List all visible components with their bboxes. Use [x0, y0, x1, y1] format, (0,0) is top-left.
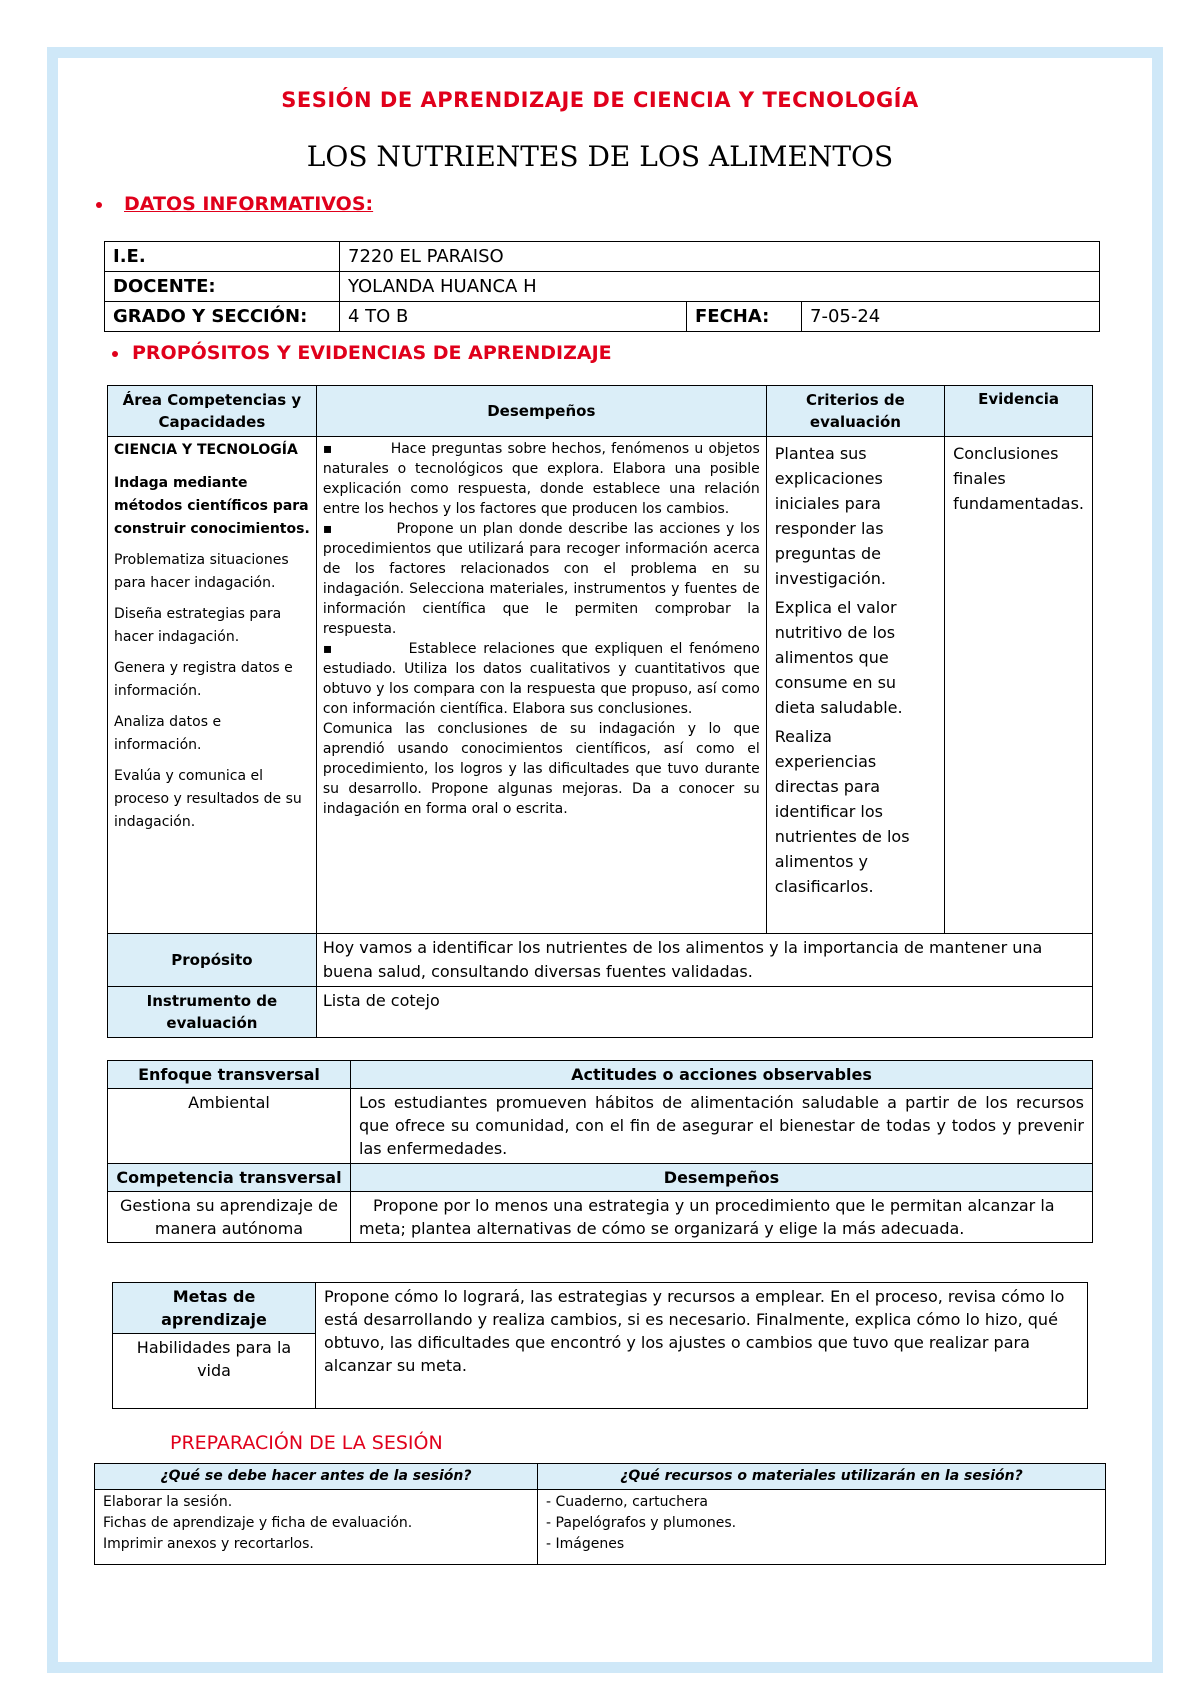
grado-value: 4 TO B	[340, 302, 687, 332]
instrumento-label: Instrumento de evaluación	[108, 987, 317, 1038]
area-cell	[108, 437, 317, 934]
desempeno-item: ▪ Propone un plan donde describe las acciones y los procedimientos que utilizará para recoger información acerca de los factores relacionados con el problema en su indagación. Selecciona materiales, instrumentos y fuentes de información científica que le permiten comprobar la respuesta.	[322, 521, 760, 637]
session-title: SESIÓN DE APRENDIZAJE DE CIENCIA Y TECNOLOGÍA	[281, 88, 919, 112]
desempeno-item: ▪ Hace preguntas sobre hechos, fenómenos u objetos naturales o tecnológicos que explora. Elabora una posible explicación como respuesta, donde establece una relación entre los hechos y los factores que producen los cambios.	[322, 441, 760, 517]
propositos-table	[107, 385, 1093, 1038]
comp-desempeno-value: Propone por lo menos una estrategia y un procedimiento que le permitan alcanzar la meta; plantea alternativas de cómo se organizará y elige la más adecuada.	[351, 1192, 1093, 1243]
enfoque-header: Enfoque transversal	[108, 1061, 351, 1089]
list-item: Elaborar la sesión.	[103, 1494, 233, 1510]
col-evidencia-header: Evidencia	[945, 386, 1093, 437]
col-criterios-header: Criterios de evaluación	[766, 386, 944, 437]
docente-value: YOLANDA HUANCA H	[340, 272, 1100, 302]
competencia: Indaga mediante métodos científicos para construir conocimientos.	[114, 475, 310, 537]
enfoque-value: Ambiental	[108, 1089, 351, 1164]
area-title: CIENCIA Y TECNOLOGÍA	[114, 442, 298, 458]
metas-label: Metas de aprendizaje	[113, 1283, 316, 1334]
section-datos-label: DATOS INFORMATIVOS:	[124, 193, 374, 215]
recursos-cell	[538, 1490, 1106, 1565]
list-item: Imprimir anexos y recortarlos.	[103, 1536, 314, 1552]
desempenos-cell	[316, 437, 766, 934]
ie-value: 7220 EL PARAISO	[340, 242, 1100, 272]
page-title: LOS NUTRIENTES DE LOS ALIMENTOS	[306, 140, 894, 173]
section-propositos-label: PROPÓSITOS Y EVIDENCIAS DE APRENDIZAJE	[132, 342, 612, 364]
actitudes-value: Los estudiantes promueven hábitos de alimentación saludable a partir de los recursos que ofrece su comunidad, con el fin de asegurar el bienestar de todas y todos y prevenir las enfermedades.	[351, 1089, 1093, 1164]
fecha-label: FECHA:	[687, 302, 802, 332]
evidencia-cell: Conclusiones finales fundamentadas.	[945, 437, 1093, 934]
desempeno-final: Comunica las conclusiones de su indagación y lo que aprendió usando conocimientos científicos, así como el procedimiento, los logros y las dificultades que tuvo durante su desarrollo. Propone algunas mejoras. Da a conocer su indagación en forma oral o escrita.	[322, 721, 760, 817]
capacidad-item: Evalúa y comunica el proceso y resultados de su indagación.	[114, 768, 302, 830]
metas-text: Propone cómo lo logrará, las estrategias y recursos a emplear. En el proceso, revisa cómo lo está desarrollando y realiza cambios, si es necesario. Finalmente, explica cómo lo hizo, qué obtuvo, las dificultades que encontró y los ajustes o cambios que tuvo que realizar para alcanzar su meta.	[316, 1283, 1088, 1409]
list-item: - Papelógrafos y plumones.	[546, 1515, 737, 1531]
comp-desempenos-header: Desempeños	[351, 1164, 1093, 1192]
criterio-item: Realiza experiencias directas para identificar los nutrientes de los alimentos y clasificarlos.	[774, 727, 910, 896]
bullet-icon: ▪	[322, 441, 391, 457]
antes-cell	[95, 1490, 538, 1565]
enfoque-table	[107, 1060, 1093, 1243]
metas-table	[112, 1282, 1088, 1409]
preparacion-table	[94, 1463, 1106, 1565]
proposito-label: Propósito	[108, 934, 317, 987]
section-propositos	[112, 342, 612, 364]
bullet-icon	[112, 351, 118, 357]
desempeno-item: ▪ Establece relaciones que expliquen el fenómeno estudiado. Utiliza los datos cualitativos y cuantitativos que obtuvo y los compara con la respuesta que propuso, así como con información científica. Elabora sus conclusiones.	[322, 641, 760, 717]
capacidad-item: Genera y registra datos e información.	[114, 660, 293, 699]
instrumento-text: Lista de cotejo	[316, 987, 1092, 1038]
capacidad-item: Problematiza situaciones para hacer indagación.	[114, 552, 289, 591]
bullet-icon: ▪	[322, 641, 409, 657]
antes-header: ¿Qué se debe hacer antes de la sesión?	[95, 1464, 538, 1490]
criterios-cell	[766, 437, 944, 934]
col-desempenos-header: Desempeños	[316, 386, 766, 437]
criterio-item: Explica el valor nutritivo de los alimentos que consume en su dieta saludable.	[774, 598, 903, 717]
col-area-header: Área Competencias y Capacidades	[108, 386, 317, 437]
competencia-value: Gestiona su aprendizaje de manera autónoma	[108, 1192, 351, 1243]
datos-table	[104, 241, 1100, 332]
criterio-item: Plantea sus explicaciones iniciales para responder las preguntas de investigación.	[774, 444, 886, 588]
capacidad-item: Diseña estrategias para hacer indagación.	[114, 606, 282, 645]
grado-label: GRADO Y SECCIÓN:	[105, 302, 340, 332]
bullet-icon: ▪	[322, 521, 397, 537]
docente-label: DOCENTE:	[105, 272, 340, 302]
list-item: - Cuaderno, cartuchera	[546, 1494, 708, 1510]
capacidad-item: Analiza datos e información.	[114, 714, 222, 753]
ie-label: I.E.	[105, 242, 340, 272]
list-item: - Imágenes	[546, 1536, 625, 1552]
recursos-header: ¿Qué recursos o materiales utilizarán en la sesión?	[538, 1464, 1106, 1490]
section-datos	[96, 193, 373, 215]
actitudes-header: Actitudes o acciones observables	[351, 1061, 1093, 1089]
section-preparacion: PREPARACIÓN DE LA SESIÓN	[170, 1432, 443, 1454]
fecha-value: 7-05-24	[802, 302, 1100, 332]
competencia-transversal-header: Competencia transversal	[108, 1164, 351, 1192]
bullet-icon	[96, 202, 102, 208]
habilidades-value: Habilidades para la vida	[113, 1334, 316, 1409]
list-item: Fichas de aprendizaje y ficha de evaluación.	[103, 1515, 413, 1531]
proposito-text: Hoy vamos a identificar los nutrientes de los alimentos y la importancia de mantener una buena salud, consultando diversas fuentes validadas.	[316, 934, 1092, 987]
